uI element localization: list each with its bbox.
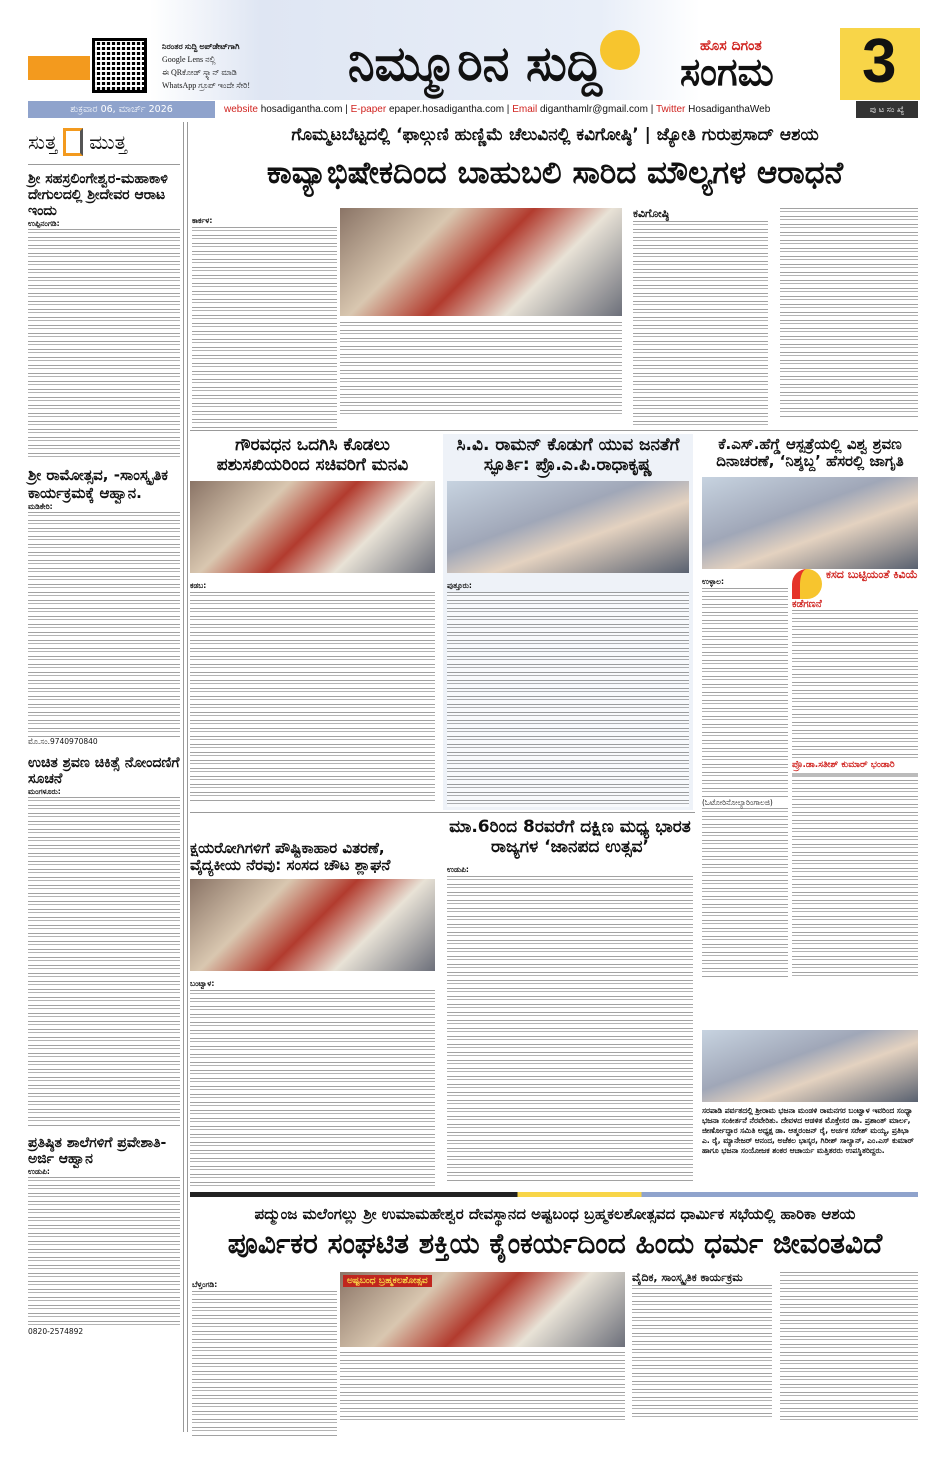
opinion-ad xyxy=(792,569,918,981)
subheading: ಕವಿಗೋಷ್ಠಿ xyxy=(633,207,670,220)
dateline: ಮಂಗಳೂರು: xyxy=(28,786,61,796)
story-headline: ಶ್ರೀ ರಾಮೋತ್ಸವ, -ಸಾಂಸ್ಕೃತಿಕ ಕಾರ್ಯಕ್ರಮಕ್ಕೆ ಆಹ್ವಾನ. xyxy=(28,466,169,502)
lead-col xyxy=(192,208,337,432)
ad-title: ಕಸದ ಬುಟ್ಟಿಯಂತೆ ಕಿವಿಯೆ xyxy=(826,567,918,581)
story-row2-3 xyxy=(702,436,918,980)
article-body xyxy=(633,221,768,321)
email-label: Email xyxy=(512,104,538,115)
dateline: ಉಡುಪಿ: xyxy=(447,865,469,875)
article-body xyxy=(340,1352,625,1422)
orange-bar xyxy=(28,56,90,80)
article-body xyxy=(702,588,788,798)
story-photo xyxy=(190,481,435,573)
story-photo xyxy=(447,481,689,573)
door-icon xyxy=(63,128,83,156)
department-name: (ಓಟೋರಿನೋಲ್ಯಾರಿಂಗಾಲಜಿ) xyxy=(702,797,773,807)
article-body xyxy=(792,780,918,980)
story-headline: ಕ್ಷಯರೋಗಿಗಳಿಗೆ ಪೌಷ್ಟಿಕಾಹಾರ ವಿತರಣೆ, ವೈದ್ಯಕೀಯ ನೆರವು: ಸಂಸದ ಚೌಟ ಶ್ಲಾಘನೆ xyxy=(190,839,391,875)
epaper-link[interactable]: epaper.hosadigantha.com xyxy=(388,104,505,115)
story-headline: ಉಚಿತ ಶ್ರವಣ ಚಿಕಿತ್ಸೆ ನೋಂದಣಿಗೆ ಸೂಚನೆ xyxy=(28,754,180,787)
qr-line: Google Lens ನಲ್ಲಿ xyxy=(162,55,216,64)
article-body xyxy=(702,808,788,978)
article-body xyxy=(780,208,918,418)
article-body xyxy=(190,990,435,1190)
article-body xyxy=(633,325,768,425)
dateline: ಬೆಳ್ತಂಗಡಿ: xyxy=(192,1280,218,1289)
section-divider xyxy=(190,1192,918,1197)
subheading: ವೈದಿಕ, ಸಾಂಸ್ಕೃತಿಕ ಕಾರ್ಯಕ್ರಮ xyxy=(632,1271,743,1284)
ad-subtitle: ಕಡೆಗಣನೆ xyxy=(792,598,822,610)
article-body xyxy=(632,1285,772,1420)
lead-kicker: ಗೊಮ್ಮಟಬೆಟ್ಟದಲ್ಲಿ ‘ಫಾಲ್ಗುಣಿ ಹುಣ್ಣಿಮೆ ಚೆಲುವಿನಲ್ಲಿ ಕವಿಗೋಷ್ಠಿ’ | ಜ್ಯೋತಿ ಗುರುಪ್ರಸಾದ್ ಆಶಯ xyxy=(291,125,819,145)
website-link[interactable]: hosadigantha.com xyxy=(260,104,343,115)
twitter-label: Twitter xyxy=(655,104,686,115)
divider xyxy=(28,164,180,165)
qr-line: WhatsApp ಗ್ರೂಪ್ ಇಂದೇ ಸೇರಿ! xyxy=(162,81,251,90)
story-row2-2 xyxy=(443,434,693,810)
article-body xyxy=(192,1291,337,1436)
website-label: website xyxy=(224,104,258,115)
article-body xyxy=(28,1177,180,1327)
article-body xyxy=(792,610,918,760)
lead-headline: ಕಾವ್ಯಾಭಿಷೇಕದಿಂದ ಬಾಹುಬಲಿ ಸಾರಿದ ಮೌಲ್ಯಗಳ ಆರಾಧನೆ xyxy=(266,155,844,191)
dateline: ಉಪ್ಪಿನಂಗಡಿ: xyxy=(28,219,60,229)
article-body xyxy=(28,797,180,1127)
story-headline: ಶ್ರೀ ಸಹಸ್ರಲಿಂಗೇಶ್ವರ-ಮಹಾಕಾಳಿ ದೇಗುಲದಲ್ಲಿ ಶ್ರೀದೇವರ ಆರಾಟ ಇಂದು xyxy=(28,171,168,220)
story-row3-2 xyxy=(447,818,693,1181)
photo-caption: ಸರಪಾಡಿ ಪರ್ವತದಲ್ಲಿ ಶ್ರೀರಾಮ ಭಜನಾ ಮಂಡಳಿ ರಾಮನಗರ ಬಂಟ್ವಾಳ ಇವರಿಂದ ಸಂಧ್ಯಾ ಭಜನಾ ಸಂಕೀರ್ತನೆ ನೆರವೇರಿತು. ದೇವಳದ ಆಡಳಿತ ಮೊಕ್ತೇಸರ ಡಾ. ಪ್ರಶಾಂತ್ ಮಾರ್ಲ, ಜೀರ್ಣೋದ್ಧಾರ ಸಮಿತಿ ಅಧ್ಯಕ್ಷ ಡಾ. ಆತ್ಮರಂಜನ್ ರೈ, ಅರ್ಚಕ ಸರೇಶ್ ಮಯ್ಯ, ಪ್ರತಿಭಾ ಎ. ರೈ, ಮ್ಯಾನೇಜರ್ ಆನಂದ, ಅಜೆಕಲ ಭಾಸ್ಕರ, ಗಿರೀಶ್ ಸಾಲ್ಯಾನ್, ಎಂ.ಎಸ್ ಕುಮಾರ್ ಹಾಗೂ ಭಜನಾ ಸಂಯೋಜಕ ಶಂಕರ ಆಚಾರ್ಯ ಮತ್ತಿತರರು ಉಪಸ್ಥಿತರಿದ್ದರು. xyxy=(702,1106,914,1155)
divider xyxy=(190,812,695,813)
lead-sidebar xyxy=(633,208,768,425)
twitter-link[interactable]: HosadiganthaWeb xyxy=(688,104,771,115)
event-banner: ಅಷ್ಟಬಂಧ ಬ್ರಹ್ಮಕಲಶೋತ್ಸವ xyxy=(343,1275,432,1287)
story-row2-1 xyxy=(190,436,435,802)
bhajana-photo xyxy=(702,1030,918,1102)
dateline: ಉಡುಪಿ: xyxy=(28,1167,50,1177)
article-body xyxy=(192,227,337,432)
dateline: ಕಡಬ: xyxy=(190,581,207,591)
page-number: 3 xyxy=(862,27,897,96)
contact-number: ಮೊ.ಸಂ.9740970840 xyxy=(28,736,98,746)
divider xyxy=(792,773,918,777)
contact-number: 0820-2574892 xyxy=(28,1327,84,1337)
divider xyxy=(190,430,918,431)
story-headline: ಮಾ.6ರಿಂದ 8ರವರೆಗೆ ದಕ್ಷಿಣ ಮಧ್ಯ ಭಾರತ ರಾಜ್ಯಗಳ ‘ಜಾನಪದ ಉತ್ಸವ’ xyxy=(449,817,691,857)
article-body xyxy=(447,592,689,807)
article-body xyxy=(780,1272,918,1422)
article-body xyxy=(28,512,180,737)
qr-instructions xyxy=(162,40,250,92)
article-body xyxy=(28,229,180,461)
info-bar xyxy=(28,101,918,118)
dateline: ಉಳ್ಳಾಲ: xyxy=(702,576,724,586)
story-headline: ಸಿ.ವಿ. ರಾಮನ್ ಕೊಡುಗೆ ಯುವ ಜನತೆಗೆ ಸ್ಫೂರ್ತಿ: ಪ್ರೊ.ಎ.ಪಿ.ರಾಧಾಕೃಷ್ಣ xyxy=(456,435,680,475)
story-headline: ಕೆ.ಎಸ್.ಹೆಗ್ಡೆ ಆಸ್ಪತ್ರೆಯಲ್ಲಿ ವಿಶ್ವ ಶ್ರವಣ ದಿನಾಚರಣೆ, ‘ನಿಶ್ಶಬ್ದ’ ಹೆಸರಲ್ಲಿ ಜಾಗೃತಿ xyxy=(716,435,904,471)
article-body xyxy=(190,592,435,802)
page-title: ನಿಮ್ಮೂರಿನ ಸುದ್ದಿ xyxy=(347,36,603,92)
story-headline: ಗೌರವಧನ ಒದಗಿಸಿ ಕೊಡಲು ಪಶುಸಖಿಯರಿಂದ ಸಚಿವರಿಗೆ ಮನವಿ xyxy=(216,435,409,475)
quote-icon xyxy=(792,569,822,599)
email-link[interactable]: diganthamlr@gmail.com xyxy=(539,104,648,115)
dateline: ಮಡಿಕೇರಿ: xyxy=(28,501,53,511)
section-header xyxy=(28,124,180,160)
issue-date: ಶುಕ್ರವಾರ 06, ಮಾರ್ಚ್ 2026 xyxy=(28,101,215,118)
section-title: ಸುತ್ತ xyxy=(28,130,58,154)
column-rule xyxy=(183,122,188,1432)
contact-links: website hosadigantha.com | E-paper epaper.hosadigantha.com | Email diganthamlr@gmail.com | Twitter HosadiganthaWeb xyxy=(224,104,771,115)
bottom-sidebar xyxy=(632,1272,772,1420)
article-body xyxy=(340,322,622,417)
article-body xyxy=(447,876,693,1181)
brand-name: ಹೊಸ ದಿಗಂತ xyxy=(700,38,762,54)
bottom-kicker: ಪದ್ಮುಂಜ ಮಲೆಂಗಲ್ಲು ಶ್ರೀ ಉಮಾಮಹೇಶ್ವರ ದೇವಸ್ಥಾನದ ಅಷ್ಟಬಂಧ ಬ್ರಹ್ಮಕಲಶೋತ್ಸವದ ಧಾರ್ಮಿಕ ಸಭೆಯಲ್ಲಿ ಹಾರಿಕಾ ಆಶಯ xyxy=(254,1205,856,1223)
story-row3-1 xyxy=(190,840,435,1190)
dateline: ಬಂಟ್ವಾಳ: xyxy=(190,978,215,988)
epaper-label: E-paper xyxy=(350,104,387,115)
section-title: ಮುತ್ತ xyxy=(89,130,127,154)
qr-code[interactable] xyxy=(92,38,147,93)
page-label: ಪು ಟ ಸಂ ಖ್ಯೆ xyxy=(856,101,918,118)
qr-line: ನಿರಂತರ ಸುದ್ದಿ ಅಪ್‌ಡೇಟ್‌ಗಾಗಿ xyxy=(162,42,240,51)
left-column xyxy=(28,124,180,1337)
section-name: ಸಂಗಮ xyxy=(680,50,774,94)
dateline: ಪುತ್ತೂರು: xyxy=(447,581,472,591)
story-photo xyxy=(190,879,435,971)
ad-author: ಪ್ರೊ.ಡಾ.ಸತೀಶ್ ಕುಮಾರ್ ಭಂಡಾರಿ xyxy=(792,760,895,770)
bottom-headline: ಪೂರ್ವಿಕರ ಸಂಘಟಿತ ಶಕ್ತಿಯ ಕೈಂಕರ್ಯದಿಂದ ಹಿಂದು ಧರ್ಮ ಜೀವಂತವಿದೆ xyxy=(227,1227,883,1260)
bottom-photo xyxy=(340,1272,625,1347)
story-headline: ಪ್ರತಿಷ್ಠಿತ ಶಾಲೆಗಳಿಗೆ ಪ್ರವೇಶಾತಿ-ಅರ್ಜಿ ಆಹ್ವಾನ xyxy=(28,1134,167,1168)
qr-line: ಈ QRಕೋಡ್ ಸ್ಕ್ಯಾನ್ ಮಾಡಿ xyxy=(162,68,237,77)
dateline: ಕಾರ್ಕಳ: xyxy=(192,216,213,225)
lead-photo xyxy=(340,208,622,316)
story-photo xyxy=(702,477,918,569)
bottom-col xyxy=(192,1272,337,1436)
